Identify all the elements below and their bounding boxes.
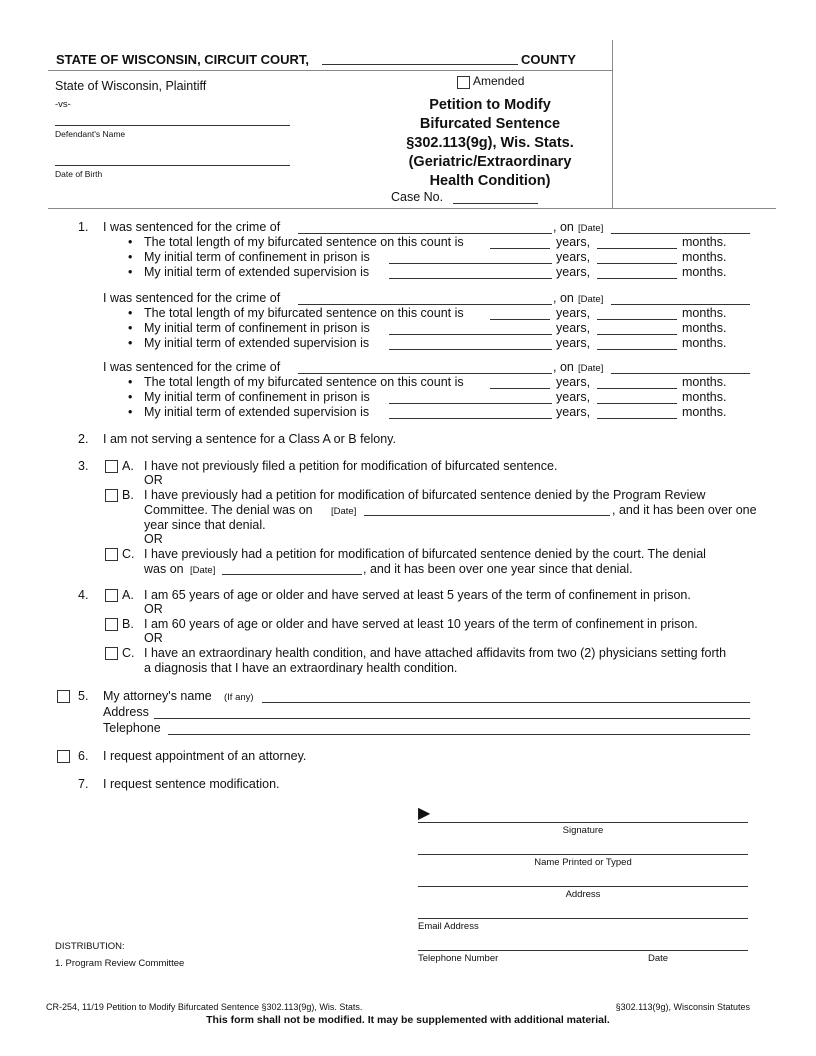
title-line: (Geriatric/Extraordinary (408, 154, 572, 170)
item-3a-text: I have not previously filed a petition for modification of bifurcated sentence. (144, 459, 558, 473)
item-3c-checkbox[interactable] (105, 548, 118, 561)
dob-label: Date of Birth (55, 169, 103, 179)
term-label: My initial term of extended supervision is (144, 405, 370, 419)
statute-reference: §302.113(9g), Wisconsin Statutes (615, 1002, 750, 1012)
term-label: The total length of my bifurcated sentence on this count is (144, 306, 464, 320)
term-label: The total length of my bifurcated sentence on this count is (144, 375, 464, 389)
item-number: 7. (78, 777, 89, 791)
item-4c-checkbox[interactable] (105, 647, 118, 660)
item-6-text: I request appointment of an attorney. (103, 749, 307, 763)
crime-label: I was sentenced for the crime of (103, 360, 281, 374)
case-no-label: Case No. (391, 190, 444, 204)
title-line: Bifurcated Sentence (419, 116, 561, 132)
attorney-telephone-field[interactable] (168, 734, 750, 735)
item-5-checkbox[interactable] (57, 690, 70, 703)
or-label: OR (144, 602, 163, 616)
item-number: 1. (78, 220, 89, 234)
months-field[interactable] (597, 319, 677, 320)
option-label: B. (122, 488, 134, 502)
divider (48, 70, 613, 71)
item-number: 4. (78, 588, 89, 602)
amended-checkbox[interactable] (457, 76, 470, 89)
item-4a-text: I am 65 years of age or older and have served at least 5 years of the term of confinement in prison. (144, 588, 691, 602)
distribution-item: 1. Program Review Committee (55, 958, 185, 969)
years-field[interactable] (389, 349, 552, 350)
if-any-hint: (If any) (224, 692, 254, 703)
years-label: years, (556, 321, 591, 335)
months-label: months. (682, 375, 727, 389)
months-field[interactable] (597, 278, 677, 279)
bullet: • (128, 375, 133, 389)
item-4c-text: I have an extraordinary health condition, and have attached affidavits from two (2) physicians setting forth (144, 646, 727, 660)
years-field[interactable] (389, 403, 552, 404)
item-number: 3. (78, 459, 89, 473)
printed-name-label: Name Printed or Typed (534, 857, 632, 868)
or-label: OR (144, 532, 163, 546)
divider (612, 40, 613, 208)
county-field[interactable] (322, 64, 518, 65)
term-label: My initial term of confinement in prison is (144, 250, 370, 264)
bullet: • (128, 265, 133, 279)
years-field[interactable] (389, 263, 552, 264)
years-field[interactable] (490, 248, 550, 249)
form-id: CR-254, 11/19 Petition to Modify Bifurcated Sentence §302.113(9g), Wis. Stats. (46, 1002, 363, 1012)
distribution-heading: DISTRIBUTION: (55, 941, 125, 952)
item-number: 2. (78, 432, 89, 446)
item-3c-text: I have previously had a petition for modification of bifurcated sentence denied by the court. The denial (144, 547, 706, 561)
option-label: B. (122, 617, 134, 631)
crime-field[interactable] (298, 304, 552, 305)
years-label: years, (556, 375, 591, 389)
amended-label: Amended (473, 74, 525, 88)
item-3a-checkbox[interactable] (105, 460, 118, 473)
sentence-date-field[interactable] (611, 373, 750, 374)
item-3b-text: Committee. The denial was on (144, 503, 313, 517)
term-label: My initial term of confinement in prison is (144, 390, 370, 404)
attorney-address-field[interactable] (154, 718, 750, 719)
item-3b-text: year since that denial. (144, 518, 266, 532)
title-line: Health Condition) (429, 173, 551, 189)
on-label: , on (553, 220, 574, 234)
form-notice: This form shall not be modified. It may be supplemented with additional material. (206, 1014, 610, 1026)
option-label: C. (122, 547, 135, 561)
years-field[interactable] (490, 319, 550, 320)
bullet: • (128, 336, 133, 350)
item-number: 6. (78, 749, 89, 763)
years-label: years, (556, 390, 591, 404)
years-label: years, (556, 265, 591, 279)
term-label: My initial term of extended supervision is (144, 336, 370, 350)
term-label: The total length of my bifurcated sentence on this count is (144, 235, 464, 249)
divider (48, 208, 776, 209)
years-label: years, (556, 235, 591, 249)
crime-label: I was sentenced for the crime of (103, 220, 281, 234)
address-label: Address (103, 705, 149, 719)
defendant-name-field[interactable] (55, 125, 290, 126)
bullet: • (128, 321, 133, 335)
on-label: , on (553, 360, 574, 374)
months-field[interactable] (597, 388, 677, 389)
item-7-text: I request sentence modification. (103, 777, 280, 791)
plaintiff: State of Wisconsin, Plaintiff (55, 79, 207, 93)
crime-field[interactable] (298, 373, 552, 374)
dob-field[interactable] (55, 165, 290, 166)
months-label: months. (682, 306, 727, 320)
item-3b-text: I have previously had a petition for modification of bifurcated sentence denied by the Program Review (144, 488, 706, 502)
months-field[interactable] (597, 418, 677, 419)
signature-label: Signature (562, 825, 604, 836)
denial-date-field[interactable] (222, 574, 362, 575)
on-label: , on (553, 291, 574, 305)
date-hint: [Date] (578, 363, 604, 374)
months-field[interactable] (597, 403, 677, 404)
defendant-name-label: Defendant's Name (55, 129, 126, 139)
months-field[interactable] (597, 334, 677, 335)
bullet: • (128, 390, 133, 404)
sentence-date-field[interactable] (611, 233, 750, 234)
or-label: OR (144, 473, 163, 487)
months-label: months. (682, 321, 727, 335)
item-3c-text: was on (144, 562, 184, 576)
months-label: months. (682, 336, 727, 350)
case-no-field[interactable] (453, 203, 538, 204)
crime-field[interactable] (298, 233, 552, 234)
item-3c-text: , and it has been over one year since that denial. (363, 562, 633, 576)
date-hint: [Date] (331, 506, 357, 517)
bullet: • (128, 405, 133, 419)
months-label: months. (682, 235, 727, 249)
term-label: My initial term of extended supervision is (144, 265, 370, 279)
months-label: months. (682, 390, 727, 404)
or-label: OR (144, 631, 163, 645)
bullet: • (128, 306, 133, 320)
months-field[interactable] (597, 263, 677, 264)
term-label: My initial term of confinement in prison is (144, 321, 370, 335)
item-6-checkbox[interactable] (57, 750, 70, 763)
years-field[interactable] (389, 334, 552, 335)
item-4a-checkbox[interactable] (105, 589, 118, 602)
months-label: months. (682, 405, 727, 419)
title-line: Petition to Modify (429, 97, 551, 113)
years-field[interactable] (490, 388, 550, 389)
item-3b-checkbox[interactable] (105, 489, 118, 502)
months-label: months. (682, 265, 727, 279)
years-field[interactable] (389, 278, 552, 279)
vs: -vs- (55, 99, 71, 110)
date-hint: [Date] (578, 294, 604, 305)
years-label: years, (556, 405, 591, 419)
months-label: months. (682, 250, 727, 264)
bullet: • (128, 235, 133, 249)
item-2-text: I am not serving a sentence for a Class A or B felony. (103, 432, 396, 446)
sentence-date-field[interactable] (611, 304, 750, 305)
option-label: A. (122, 459, 134, 473)
crime-label: I was sentenced for the crime of (103, 291, 281, 305)
item-4b-text: I am 60 years of age or older and have served at least 10 years of the term of confinement in prison. (144, 617, 698, 631)
court-heading: STATE OF WISCONSIN, CIRCUIT COURT, (56, 52, 310, 67)
years-label: years, (556, 336, 591, 350)
email-label: Email Address (418, 921, 479, 932)
county-label: COUNTY (521, 52, 576, 67)
title-line: §302.113(9g), Wis. Stats. (406, 135, 574, 151)
item-4c-text: a diagnosis that I have an extraordinary health condition. (144, 661, 458, 675)
bullet: • (128, 250, 133, 264)
option-label: A. (122, 588, 134, 602)
attorney-name-field[interactable] (262, 702, 750, 703)
telephone-label: Telephone Number (418, 953, 499, 964)
attorney-label: My attorney's name (103, 689, 212, 703)
item-number: 5. (78, 689, 89, 703)
years-label: years, (556, 250, 591, 264)
years-label: years, (556, 306, 591, 320)
form-title (380, 96, 600, 191)
date-hint: [Date] (578, 223, 604, 234)
telephone-label: Telephone (103, 721, 161, 735)
date-label: Date (648, 953, 669, 964)
months-field[interactable] (597, 248, 677, 249)
item-4b-checkbox[interactable] (105, 618, 118, 631)
option-label: C. (122, 646, 135, 660)
months-field[interactable] (597, 349, 677, 350)
denial-date-field[interactable] (364, 515, 610, 516)
date-hint: [Date] (190, 565, 216, 576)
address-label: Address (565, 889, 601, 900)
item-3b-text: , and it has been over one (612, 503, 757, 517)
years-field[interactable] (389, 418, 552, 419)
sign-here-arrow-icon: ▶ (418, 805, 431, 822)
